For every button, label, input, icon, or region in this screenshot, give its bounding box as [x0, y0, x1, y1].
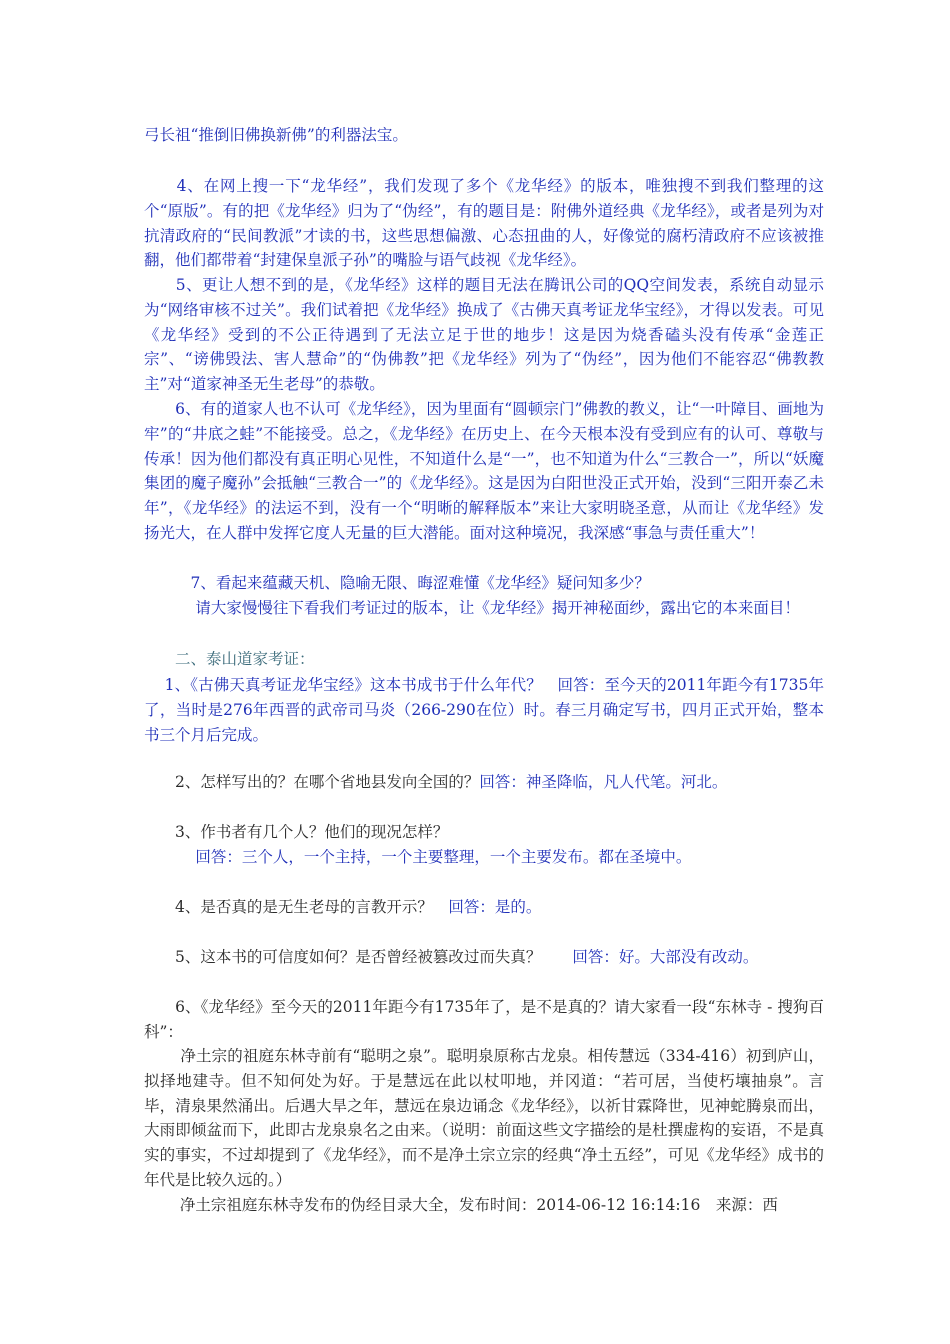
- question-2: [144, 770, 824, 795]
- question-2-text: 2、怎样写出的？在哪个省地县发向全国的？: [144, 773, 480, 791]
- paragraph-6: 6、有的道家人也不认可《龙华经》，因为里面有“圆顿宗门”佛教的教义，让“一叶障目、画地为牢”的“井底之蛙”不能接受。总之，《龙华经》在历史上、在今天根本没有受到应有的认可、尊敬与传承！因为他们都没有真正明心见性，不知道什么是“一”，也不知道为什么“三教合一”，所以“妖魔集团的魔子魔孙”会抵触“三教合一”的《龙华经》。这是因为白阳世没正式开始，没到“三阳开泰乙未年”，《龙华经》的法运不到，没有一个“明晰的解释版本”来让大家明晓圣意，从而让《龙华经》发扬光大，在人群中发挥它度人无量的巨大潜能。面对这种境况，我深感“事急与责任重大”！: [144, 400, 824, 542]
- answer-3: 回答：三个人，一个主持，一个主要整理，一个主要发布。都在圣境中。: [144, 848, 692, 866]
- answer-4-text: 回答：是的。: [448, 898, 542, 916]
- question-5: [144, 945, 824, 970]
- paragraph-5: 5、更让人想不到的是，《龙华经》这样的题目无法在腾讯公司的QQ空间发表，系统自动显示为“网络审核不过关”。我们试着把《龙华经》换成了《古佛天真考证龙华宝经》，才得以发表。可见《龙华经》受到的不公正待遇到了无法立足于世的地步！这是因为烧香磕头没有传承“金莲正宗”、“谤佛毁法、害人慧命”的“伪佛教”把《龙华经》列为了“伪经”，因为他们不能容忍“佛教教主”对“道家神圣无生老母”的恭敬。: [144, 276, 824, 394]
- question-6-last-line: 净土宗祖庭东林寺发布的伪经目录大全，发布时间：2014-06-12 16:14:16 来源：西: [144, 1196, 778, 1214]
- section-heading: 二、泰山道家考证：: [144, 650, 315, 668]
- paragraph-intro-end: 弓长祖“推倒旧佛换新佛”的利器法宝。: [144, 126, 408, 144]
- question-6-quote: 净土宗的祖庭东林寺前有“聪明之泉”。聪明泉原称古龙泉。相传慧远（334-416）初到庐山，拟择地建寺。但不知何处为好。于是慧远在此以杖叩地，并冈道：“若可居，当使朽壤抽泉”。言毕，清泉果然涌出。后遇大旱之年，慧远在泉边诵念《龙华经》，以祈甘霖降世，见神蛇腾泉而出，大雨即倾盆而下，此即古龙泉泉名之由来。（说明：前面这些文字描绘的是杜撰虚构的妄语，不是真实的事实，不过却提到了《龙华经》，而不是净土宗立宗的经典“净土五经”，可见《龙华经》成书的年代是比较久远的。）: [144, 1047, 824, 1189]
- answer-5-text: 回答：好。大部没有改动。: [572, 948, 759, 966]
- paragraph-4: 4、在网上搜一下“龙华经”，我们发现了多个《龙华经》的版本，唯独搜不到我们整理的这个“原版”。有的把《龙华经》归为了“伪经”，有的题目是：附佛外道经典《龙华经》，或者是列为对抗清政府的“民间教派”才读的书，这些思想偏激、心态扭曲的人，好像觉的腐朽清政府不应该被推翻，他们都带着“封建保皇派子孙”的嘴脸与语气歧视《龙华经》。: [144, 177, 824, 270]
- question-4-text: 4、是否真的是无生老母的言教开示？: [144, 898, 449, 916]
- question-5-text: 5、这本书的可信度如何？是否曾经被篡改过而失真？: [144, 948, 573, 966]
- paragraph-8: 请大家慢慢往下看我们考证过的版本，让《龙华经》揭开神秘面纱，露出它的本来面目！: [144, 599, 800, 617]
- question-4: [144, 895, 824, 920]
- question-1: 1、《古佛天真考证龙华宝经》这本书成书于什么年代？ 回答：至今天的2011年距今有1735年了，当时是276年西晋的武帝司马炎（266-290在位）时。春三月确定写书，四月正式开始，整本书三个月后完成。: [144, 676, 824, 744]
- question-3: 3、作书者有几个人？他们的现况怎样？: [144, 823, 449, 841]
- paragraph-7: 7、看起来蕴藏天机、隐喻无限、晦涩难懂《龙华经》疑问知多少？: [144, 574, 650, 592]
- answer-2-text: 回答：神圣降临，凡人代笔。河北。: [479, 773, 728, 791]
- question-6: 6、《龙华经》至今天的2011年距今有1735年了，是不是真的？请大家看一段“东林寺 - 搜狗百科”：: [144, 998, 824, 1041]
